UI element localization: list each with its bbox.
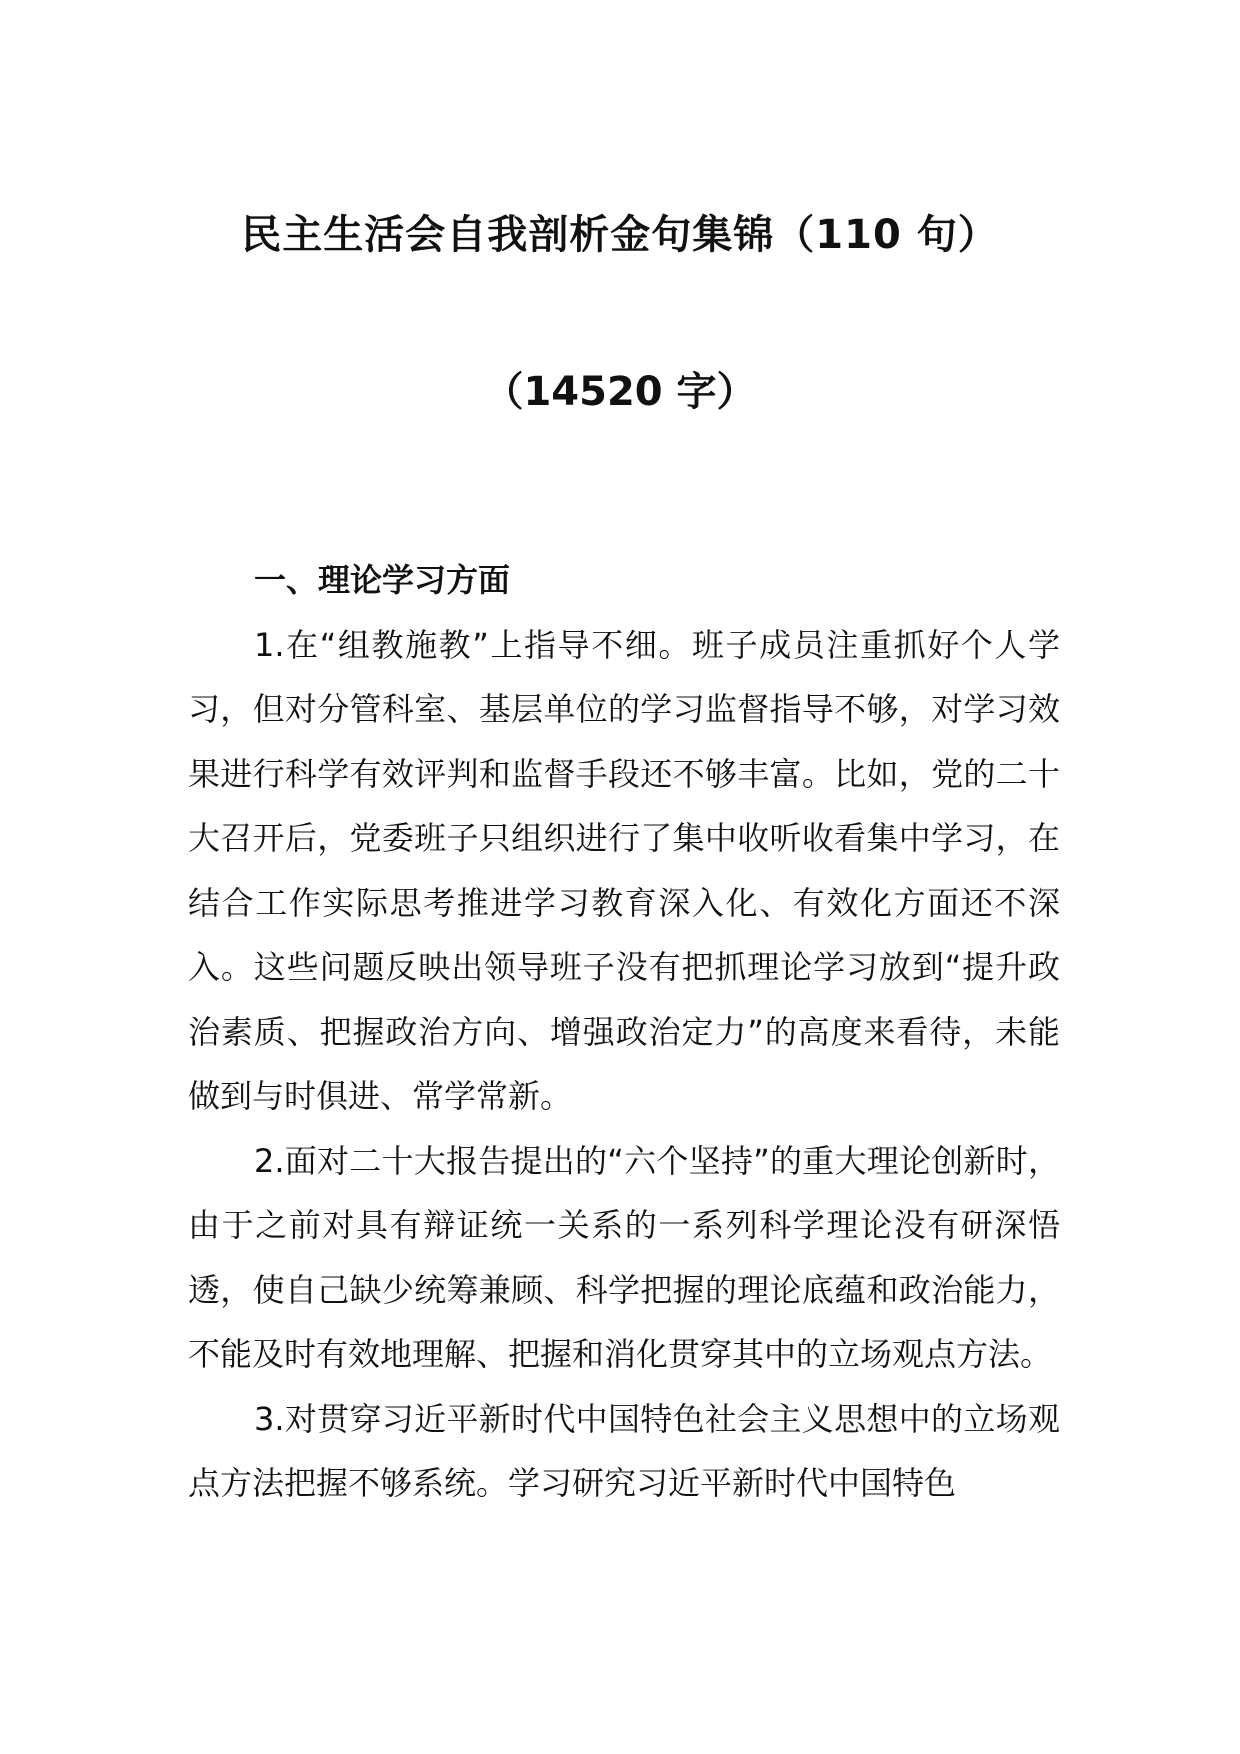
document-title: 民主生活会自我剖析金句集锦（110 句）: [241, 212, 999, 258]
paragraph-3: 3.对贯穿习近平新时代中国特色社会主义思想中的立场观点方法把握不够系统。学习研究习近平新时代中国特色: [188, 1399, 1060, 1502]
document-body: [188, 548, 1060, 1516]
paragraph-2: 2.面对二十大报告提出的“六个坚持”的重大理论创新时，由于之前对具有辩证统一关系的一系列科学理论没有研深悟透，使自己缺少统筹兼顾、科学把握的理论底蕴和政治能力，不能及时有效地理解、把握和消化贯穿其中的立场观点方法。: [188, 1141, 1060, 1373]
paragraph-1: 1.在“组教施教”上指导不细。班子成员注重抓好个人学习，但对分管科室、基层单位的学习监督指导不够，对学习效果进行科学有效评判和监督手段还不够丰富。比如，党的二十大召开后，党委班子只组织进行了集中收听收看集中学习，在结合工作实际思考推进学习教育深入化、有效化方面还不深入。这些问题反映出领导班子没有把抓理论学习放到“提升政治素质、把握政治方向、增强政治定力”的高度来看待，未能做到与时俱进、常学常新。: [188, 625, 1060, 1115]
section-heading: 一、理论学习方面: [254, 561, 511, 599]
document-word-count: （14520 字）: [483, 369, 757, 415]
